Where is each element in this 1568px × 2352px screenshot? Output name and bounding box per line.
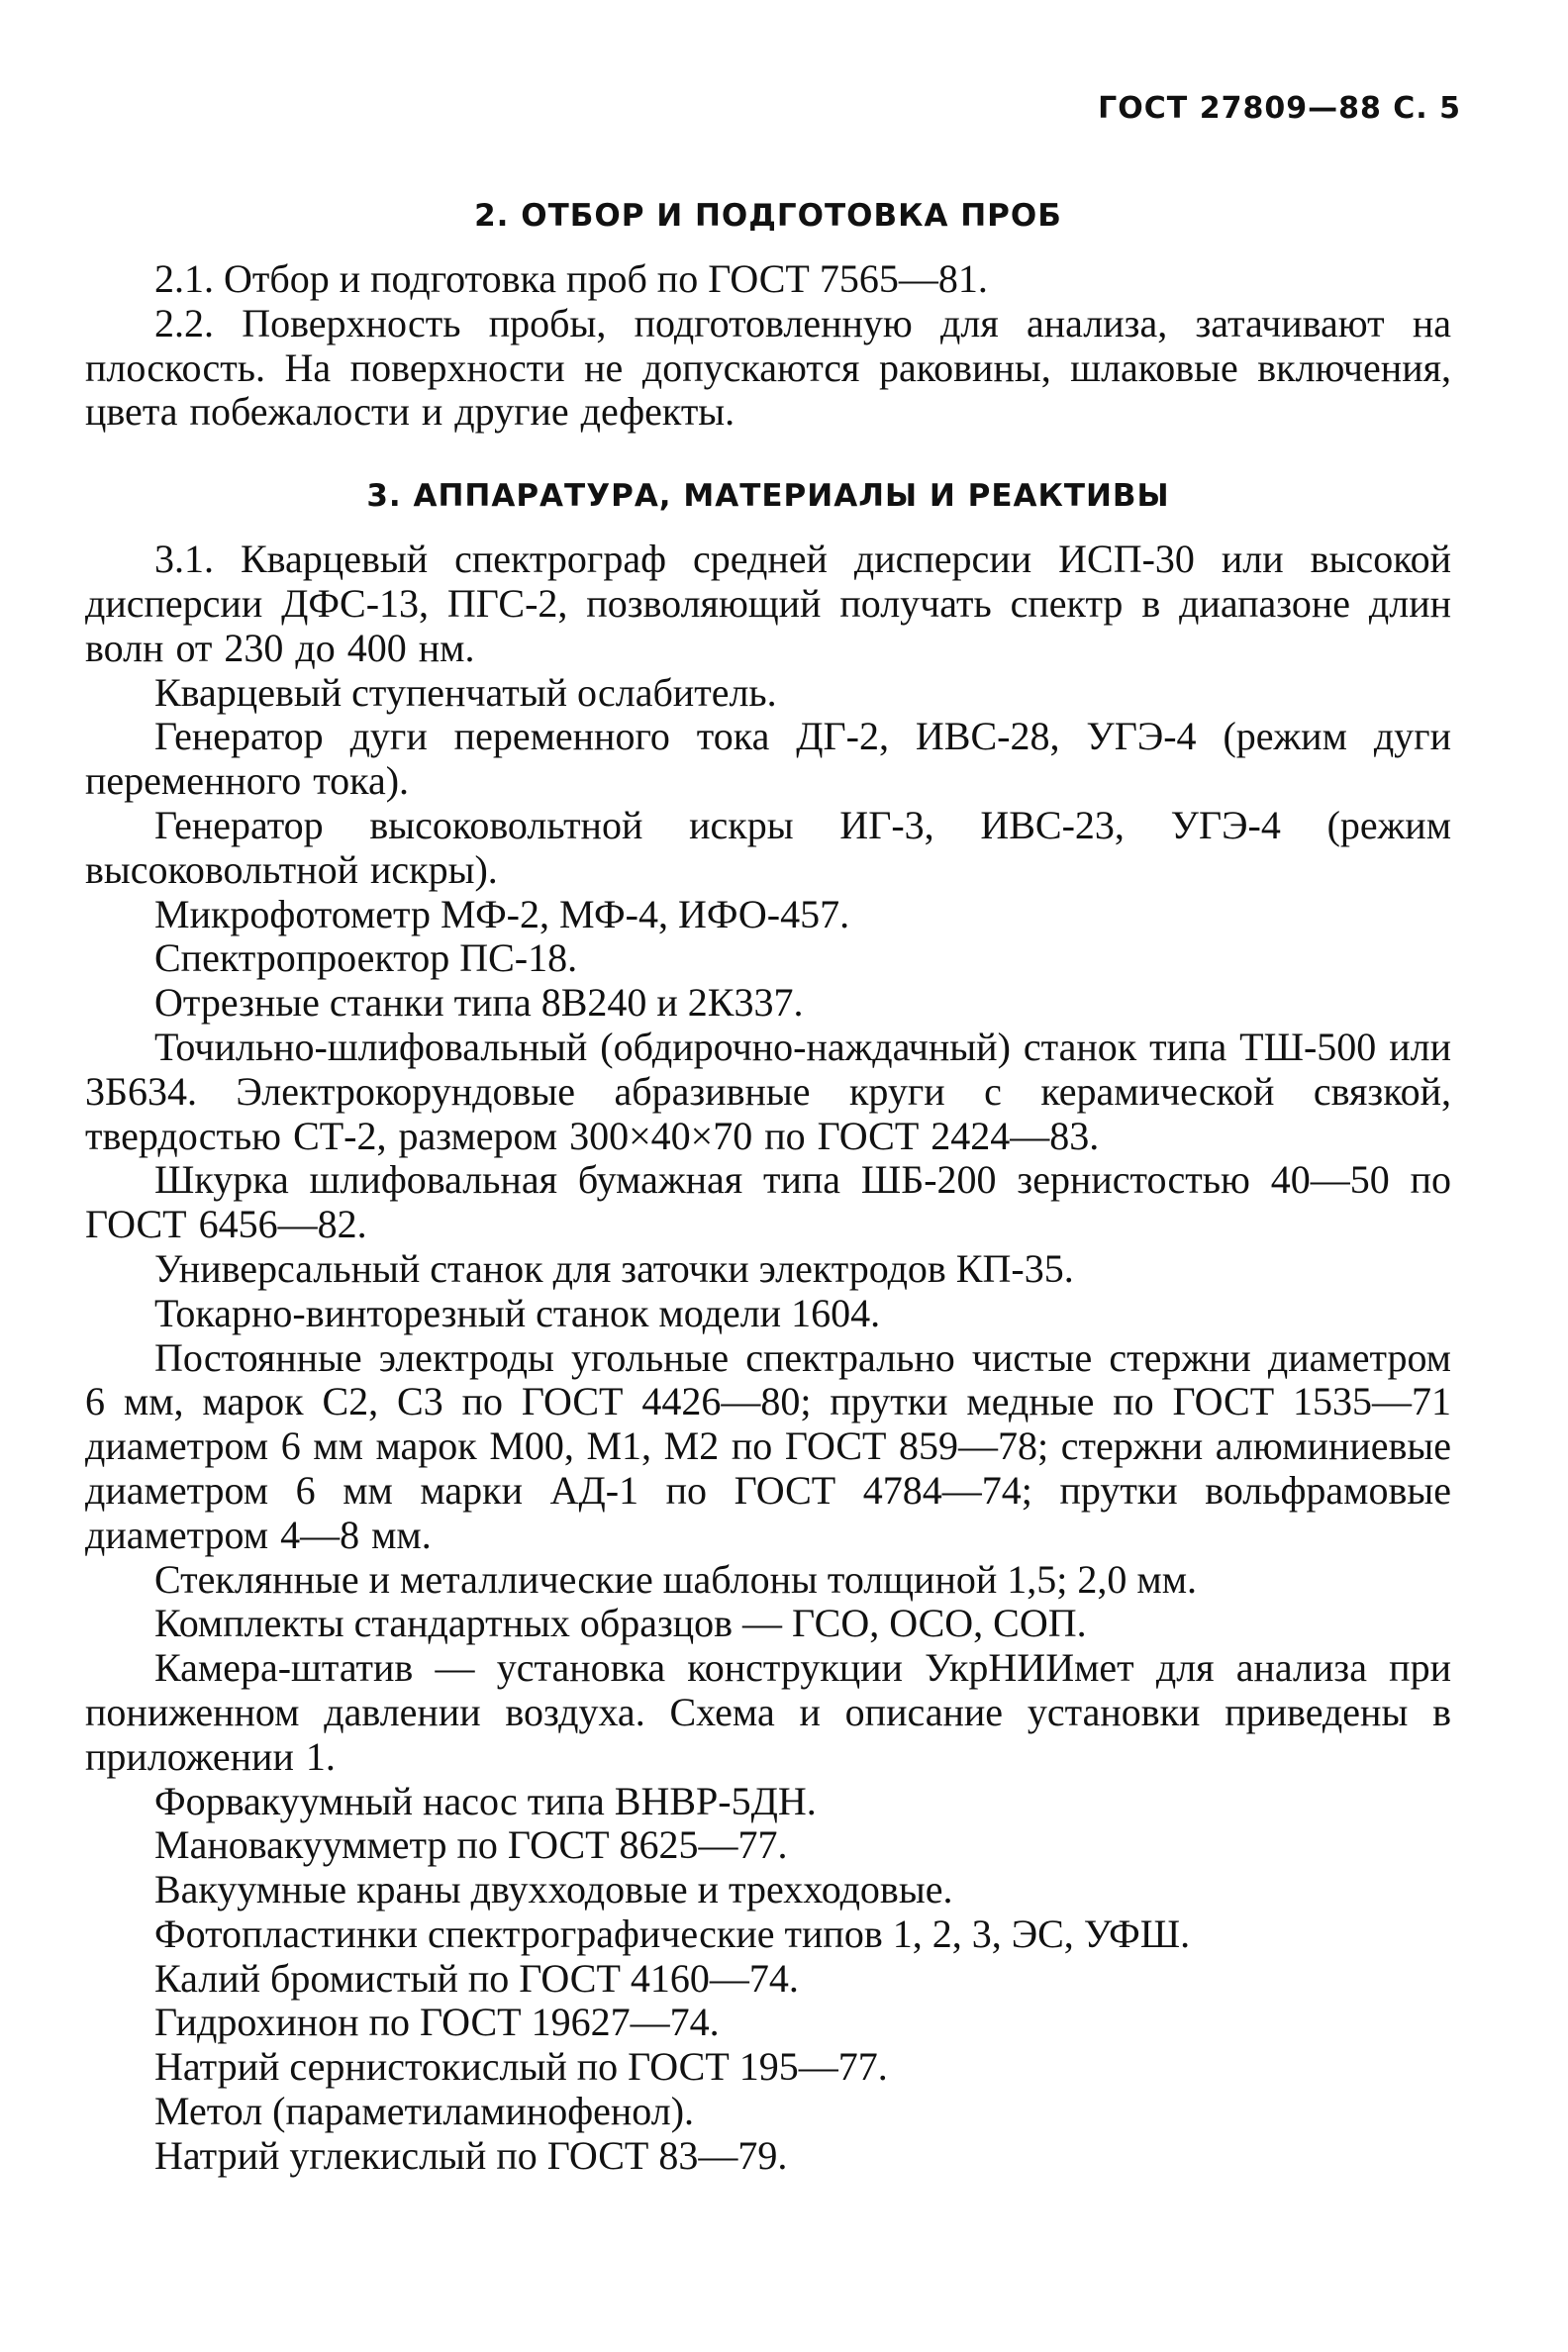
list-item: Постоянные электроды угольные спектрально чистые стержни диаметром 6 мм, марок С2, С3 по ГОСТ 4426—80; прутки медные по ГОСТ 1535—71 диаметром 6 мм марок М00, М1, М2 по ГОСТ 859—78; стержни алюминиевые диаметром 6 мм марки АД-1 по ГОСТ 4784—74; прутки вольфрамовые диаметром 4—8 мм. — [85, 1334, 1451, 1557]
list-item: Гидрохинон по ГОСТ 19627—74. — [154, 2000, 720, 2045]
page-header: ГОСТ 27809—88 С. 5 — [1098, 91, 1461, 126]
list-item: Генератор дуги переменного тока ДГ-2, ИВС-28, УГЭ-4 (режим дуги переменного тока). — [85, 714, 1451, 804]
section-title-sampling: 2. ОТБОР И ПОДГОТОВКА ПРОБ — [474, 198, 1062, 234]
list-item: Универсальный станок для заточки электродов КП-35. — [154, 1245, 1074, 1291]
list-item: Форвакуумный насос типа ВНВР-5ДН. — [154, 1778, 817, 1823]
list-item: Точильно-шлифовальный (обдирочно-наждачный) станок типа ТШ-500 или 3Б634. Электрокорундовые абразивные круги с керамической связкой, твердостью СТ-2, размером 300×40×70 по ГОСТ 2424—83. — [85, 1024, 1451, 1158]
list-item: Шкурка шлифовальная бумажная типа ШБ-200 зернистостью 40—50 по ГОСТ 6456—82. — [85, 1157, 1451, 1247]
list-item: Отрезные станки типа 8В240 и 2К337. — [154, 980, 804, 1026]
list-item: Спектропроектор ПС-18. — [154, 935, 578, 981]
list-item: Токарно-винторезный станок модели 1604. — [154, 1290, 881, 1335]
list-item: Натрий углекислый по ГОСТ 83—79. — [154, 2132, 788, 2178]
list-item: Комплекты стандартных образцов — ГСО, ОСО, СОП. — [154, 1601, 1087, 1646]
list-item: Фотопластинки спектрографические типов 1, 2, 3, ЭС, УФШ. — [154, 1911, 1191, 1956]
page-content — [85, 190, 1451, 2179]
list-item: Кварцевый ступенчатый ослабитель. — [154, 669, 777, 715]
paragraph-3-1: 3.1. Кварцевый спектрограф средней дисперсии ИСП-30 или высокой дисперсии ДФС-13, ПГС-2, позволяющий получать спектр в диапазоне длин волн от 230 до 400 нм. — [85, 537, 1451, 670]
list-item: Метол (параметиламинофенол). — [154, 2089, 695, 2134]
list-item: Камера-штатив — установка конструкции УкрНИИмет для анализа при пониженном давлении воздуха. Схема и описание установки приведены в приложении 1. — [85, 1645, 1451, 1779]
list-item: Вакуумные краны двухходовые и трехходовые. — [154, 1867, 953, 1912]
section-title-apparatus: 3. АППАРАТУРА, МАТЕРИАЛЫ И РЕАКТИВЫ — [366, 478, 1170, 515]
paragraph-2-1: 2.1. Отбор и подготовка проб по ГОСТ 7565—81. — [154, 256, 988, 301]
list-item: Калий бромистый по ГОСТ 4160—74. — [154, 1955, 799, 2001]
list-item: Микрофотометр МФ-2, МФ-4, ИФО-457. — [154, 891, 850, 936]
paragraph-2-2: 2.2. Поверхность пробы, подготовленную для анализа, затачивают на плоскость. На поверхности не допускаются раковины, шлаковые включения, цвета побежалости и другие дефекты. — [85, 300, 1451, 435]
list-item: Генератор высоковольтной искры ИГ-3, ИВС-23, УГЭ-4 (режим высоковольтной искры). — [85, 802, 1451, 892]
list-item: Мановакуумметр по ГОСТ 8625—77. — [154, 1822, 788, 1868]
list-item: Стеклянные и металлические шаблоны толщиной 1,5; 2,0 мм. — [154, 1556, 1198, 1602]
list-item: Натрий сернистокислый по ГОСТ 195—77. — [154, 2044, 888, 2090]
